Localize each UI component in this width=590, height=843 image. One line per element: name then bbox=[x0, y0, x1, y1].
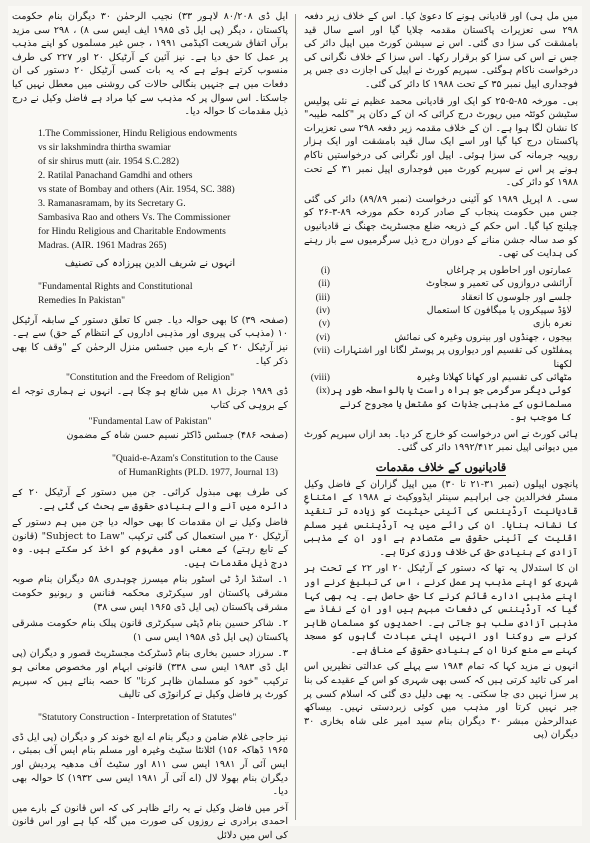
case-line: 3. Ramanasramam, by its Secretary G. bbox=[38, 197, 186, 209]
list-item bbox=[304, 384, 578, 424]
paragraph: انہوں نے مزید کہا کہ تمام ۱۹۸۴ سے پہلے کی عدالتی نظیریں اس امر کی تائید کرتی ہیں کہ کسی بھی شہری کو اس کے عقیدے کی بنا پر سزا نہیں دی جا سکتی۔ یہ بھی دلیل دی گئی کہ اسلام کسی پر جبر نہیں کرتا اور مذہب میں کوئی زبردستی نہیں۔ بیساکھ عبدالرحمٰن مبشر ۳۰ دیگران بنام سید امیر علی شاہ بخاری ۳۰ دیگران (پی bbox=[304, 661, 578, 741]
book-title: "Fundamental Law of Pakistan" bbox=[88, 416, 212, 428]
paragraph: کی طرف بھی مبذول کرائی۔ جن میں دستور کے آرٹیکل ۲۰ کے دائرہ میں آنے والے بنیادی حقوق سے بحث کی گئی ہے۔ bbox=[12, 486, 288, 512]
article-title-line: of HumanRights (PLD. 1977, Journal 13) bbox=[118, 466, 278, 478]
list-item bbox=[304, 344, 578, 371]
list-item-text: نعرہ بازی bbox=[533, 318, 572, 330]
paragraph: انہوں نے شریف الدین پیرزادہ کی تصنیف bbox=[64, 257, 236, 269]
paragraph: (صفحہ ۳۹) کا بھی حوالہ دیا۔ جس کا تعلق دستور کے سابقہ آرٹیکل ۱۰ (مذہب کی پیروی اور مذہبی اداروں کے انتظام کے حق) سے ہے۔ نیز آرٹیکل ۲۰ کے بارے میں جسٹس منزل الرحمٰن کے "وقف کا بھی ذکر کیا۔ bbox=[12, 314, 289, 367]
paragraph: فاضل وکیل نے ان مقدمات کا بھی حوالہ دیا جن میں ہم دستور کے آرٹیکل ۲۰ میں استعمال کی گئی ترکیب "Subject to Law" (قانون کے تابع رہتے) کے معنی اور مفہوم کو اخذ کر سکتے ہیں۔ وہ درج ذیل مقدمات ہیں۔ bbox=[12, 517, 288, 569]
book-title bbox=[12, 711, 288, 725]
list-item bbox=[304, 371, 578, 384]
section-heading bbox=[304, 459, 578, 475]
list-item-number: (iv) bbox=[316, 304, 330, 316]
section-heading-text: قادیانیوں کے خلاف مقدمات bbox=[375, 459, 507, 474]
paragraph: ایل ڈی ۸۰/۲۰۸ لاہور ۳۳) نجیب الرحمٰن ۳۰ دیگران بنام حکومت پاکستان ، دیگر (پی ایل ڈی ۱۹۸۵ ایف ایس سی ۸) ، ۲۹۸ سی مزید برآں اتفاق شریعت اکیڈمی ۱۹۹۱ ، جس غیر مسلموں کو اپنے مذہب پر عمل کا حق دیا ہے۔ نیز آئین کے آرٹیکل ۲۰ اور ۲۲۷ کی طرف منسوب کرتے ہوئے ہے کہ یہ بات کسی آرٹیکل ۲۰ دستور کی ان دفعات میں ہے جنہیں بنگالی حالات کی روشنی میں معطل نہیں کیا جاسکتا۔ اس سوال پر کہ مذہب سے کیا مراد ہے فاضل وکیل نے درج ذیل مقدمات کا حوالہ دیا۔ bbox=[12, 11, 289, 118]
list-item-number: (ix) bbox=[316, 385, 330, 397]
reference-item: ۲۔ شاکر حسین بنام ڈپٹی سیکرٹری قانون پبلک بنام حکومت مشرقی پاکستان (پی ایل ڈی ۱۹۵۸ ایس سی ۱) bbox=[12, 618, 288, 643]
cited-cases-list bbox=[12, 127, 288, 253]
book-title-line: "Statutory Construction - Interpretation of Statutes" bbox=[38, 711, 237, 723]
list-item-number: (iii) bbox=[315, 291, 330, 303]
paragraph: بی۔ مورخہ ۸۵-۵-۲۵ کو ایک اور قادیانی محمد عظیم نے نئی پولیس سٹیشن کوئٹہ میں رپورٹ درج کرائی کہ ان کے دکان پر "کلمہ طیبہ" کا نشان لگا ہوا ہے۔ ان کے خلاف مقدمہ زیر دفعہ ۲۹۸ سی تعزیرات پاکستان درج کیا گیا اور اسے ایک سال قید بامشقت اور ایک ہزار روپیہ جرمانہ کی سزا ہوئی۔ اپیل اور نگرانی کی درخواستیں ناکام ہونے پر اس نے سپریم کورٹ میں فوجداری اپیل نمبر ۳۱ کے تحت ۱۹۸۸ کو دائر کی۔ bbox=[304, 95, 579, 189]
list-item bbox=[304, 264, 578, 277]
right-column bbox=[304, 10, 578, 822]
list-item bbox=[304, 331, 578, 344]
list-item-number: (i) bbox=[320, 264, 330, 276]
reference-item: ۳۔ سرزاد حسین بخاری بنام ڈسٹرکٹ مجسٹریٹ قصور و دیگران (پی ایل ڈی ۱۹۸۳ ایس سی ۳۳۸) قانونی ابہام اور مخصوص معانی ہو ترکیب "خود کو مسلمان ظاہر کرنا" کا حصہ بنائے ہیں کہ سپریم کورٹ پر فاضل وکیل نے کرانوڑی کی تالیف bbox=[12, 648, 288, 701]
paragraph: آخر میں فاضل وکیل نے یہ رائے ظاہر کی کہ اس قانون کے بارے میں احمدی برادری نے روزوں کی صورت میں گلہ کیا ہے اور اس قانون کی اس میں دلائل bbox=[12, 802, 288, 841]
book-title bbox=[12, 280, 288, 308]
list-item-number: (v) bbox=[318, 318, 330, 330]
list-item bbox=[304, 304, 578, 317]
case-line: Madras. (AIR. 1961 Madras 265) bbox=[38, 239, 167, 251]
list-item-text: عمارتوں اور احاطوں پر چراغاں bbox=[446, 264, 572, 276]
book-title-line: Remedies In Pakistan" bbox=[38, 294, 126, 306]
article-title bbox=[12, 452, 288, 480]
paragraph: میں مل ہی) اور قادیانی ہونے کا دعویٰ کیا۔ اس کے خلاف زیر دفعہ ۲۹۸ سی تعزیرات پاکستان مقدمہ چلایا گیا اور اسے سال قید بامشقت کی سزا دی گئی۔ اس نے سیشن کورٹ میں اپیل دائر کی جس نے اس کی سزا کو برقرار رکھا۔ اس سزا کے خلاف نگرانی کی درخواست ناکام ہوگئی۔ سپریم کورٹ نے اپیل کی اجازت دی جس پر فوجداری اپیل نمبر ۳۵ کے تحت ۱۹۸۸ کا دائر کی گئی۔ bbox=[304, 11, 578, 90]
list-item-text: جلسے اور جلوسوں کا انعقاد bbox=[460, 291, 572, 303]
paragraph: سی۔ ۸ اپریل ۱۹۸۹ کو آئینی درخواست (نمبر ۸۹/۸۹) دائر کی گئی جس میں حکومت پنجاب کے صادر کردہ حکم مورخہ ۸۹-۳-۲۶ کو چیلنج کیا گیا۔ اس حکم کے ذریعہ ضلع مجسٹریٹ جھنگ نے قادیانیوں کو صد سالہ جشن منانے کے دوران درج ذیل سرگرمیوں سے باز رہنے کی ہدایت کی تھی۔ bbox=[304, 193, 579, 260]
reference-item: ۱۔ اسٹنڈ ارڈ ٹی اسٹور بنام میسرز چوہدری ۵۸ دیگران بنام صوبہ مشرقی پاکستان اور سیکرٹری محکمہ فنانس و ریونیو حکومت مشرقی پاکستان (پی ایل ڈی ۱۹۶۵ ایس سی ۳۸) bbox=[12, 574, 289, 613]
list-item-text: مٹھائی کی تقسیم اور کھانا کھلانا وغیرہ bbox=[416, 371, 572, 383]
list-item-number: (vii) bbox=[313, 345, 330, 357]
list-item-text: کوئی دیگر سرگرمی جو براہ راست یا بالواسطہ طور پر مسلمانوں کے مذہبی جذبات کو مشتعل یا مجروح کرنے کا موجب ہو۔ bbox=[330, 385, 572, 424]
case-line: of sir shirus mutt (air. 1954 S.C.282) bbox=[38, 155, 179, 167]
prohibited-activities-list bbox=[304, 264, 578, 425]
list-item bbox=[304, 291, 578, 304]
case-line: 1.The Commissioner, Hindu Religious endowments bbox=[38, 127, 237, 139]
list-item-text: آرائشی دروازوں کی تعمیر و سجاوٹ bbox=[425, 278, 572, 290]
paragraph: ان کا استدلال یہ تھا کہ دستور کے آرٹیکل ۲۰ اور ۲۲ کے تحت ہر شہری کو اپنے مذہب پر عمل کرنے ، اس کی تبلیغ کرنے اور اپنے مذہبی ادارے قائم کرنے کا حق حاصل ہے۔ یہ بھی کہا گیا کہ آرڈیننس کی دفعات مبہم ہیں اور ان کے نفاذ سے مذہبی آزادی سلب ہو جاتی ہے۔ احمدیوں کو مسلمان ظاہر کرنے سے روکنا اور انہیں اپنی عبادت گاہوں کو مسجد کہنے سے منع کرنا ان کے بنیادی حقوق کے منافی ہے۔ bbox=[304, 563, 579, 656]
case-line: for Hindu Religious and Charitable Endowments bbox=[38, 225, 226, 237]
list-item-text: پمفلٹوں کی تقسیم اور دیواروں پر پوسٹر لگانا اور اشتہارات لکھنا bbox=[333, 345, 572, 370]
document-page bbox=[8, 6, 582, 841]
left-column bbox=[12, 10, 289, 841]
article-title-line: "Quaid-e-Azam's Constitution to the Cause bbox=[111, 452, 278, 464]
list-item-number: (ii) bbox=[318, 278, 330, 290]
paragraph: (صفحہ ۴۸۶) جسٹس ڈاکٹر نسیم حسن شاہ کے مضمون bbox=[66, 430, 288, 442]
list-item-text: بیجوں ، جھنڈوں اور بینروں وغیرہ کی نمائش bbox=[394, 331, 572, 343]
paragraph: ہائی کورٹ نے اس درخواست کو خارج کر دیا۔ بعد ازاں سپریم کورٹ میں دیوانی اپیل نمبر ۱۹۹۲/۴۱۲ دائر کی گئی۔ bbox=[304, 428, 578, 454]
case-line: vs sir lakshmindra thirtha swamiar bbox=[38, 141, 171, 153]
article-title: "Constitution and the Freedom of Religion" bbox=[66, 372, 234, 384]
column-divider bbox=[295, 14, 296, 820]
paragraph: نیز حاجی غلام ضامن و دیگر بنام اے ایچ خوند کر و دیگران (پی ایل ڈی ۱۹۶۵ ڈھاکہ ۱۵۶) اٹلانٹا سٹیٹ وغیرہ اور مسلم بنام ایس آف بمبئی ، ایس آئی آر ۱۹۸۱ ایس سی ۸۱۱ اور سٹیٹ آف مدھیہ پردیش اور دیگران بنام بھولا لال (اے آئی آر ۱۹۸۱ ایس سی ۱۹۳۲) کا حوالہ بھی دیا۔ bbox=[12, 731, 289, 798]
list-item bbox=[304, 277, 578, 290]
list-item-text: لاؤڈ سپیکروں یا میگافون کا استعمال bbox=[426, 304, 572, 316]
case-line: Sambasiva Rao and others Vs. The Commissioner bbox=[38, 211, 231, 223]
case-line: 2. Ratilal Panachand Gamdhi and others bbox=[38, 169, 193, 181]
list-item-number: (viii) bbox=[310, 371, 330, 383]
list-item-number: (vi) bbox=[316, 331, 330, 343]
paragraph: پانچوں اپیلوں (نمبر ۳۱-۲۱ تا ۳۰) میں اپیل گزاران کے فاضل وکیل مسٹر فخرالدین جی ابراہیم سینئر ایڈووکیٹ نے ۱۹۸۸ کے امتناعِ قادیانیت آرڈیننس کی آئینی حیثیت کو زیادہ تر تنقید کا نشانہ بنایا۔ ان کی رائے میں یہ آرڈیننس غیر مسلم اقلیت کے آئینی حقوق سے متصادم ہے اور ان کے مذہبی آزادی کے بنیادی حق کی خلاف ورزی کرتا ہے۔ bbox=[304, 478, 578, 558]
paragraph: ڈی ۱۹۸۹ جرنل ۸۱ میں شائع ہو چکا ہے۔ انہوں نے ہماری توجہ اے کے بروہی کی کتاب bbox=[12, 386, 288, 411]
case-line: vs state of Bombay and others (Air. 1954, SC. 388) bbox=[38, 183, 235, 195]
list-item bbox=[304, 317, 578, 330]
book-title-line: "Fundamental Rights and Constitutional bbox=[38, 280, 193, 292]
